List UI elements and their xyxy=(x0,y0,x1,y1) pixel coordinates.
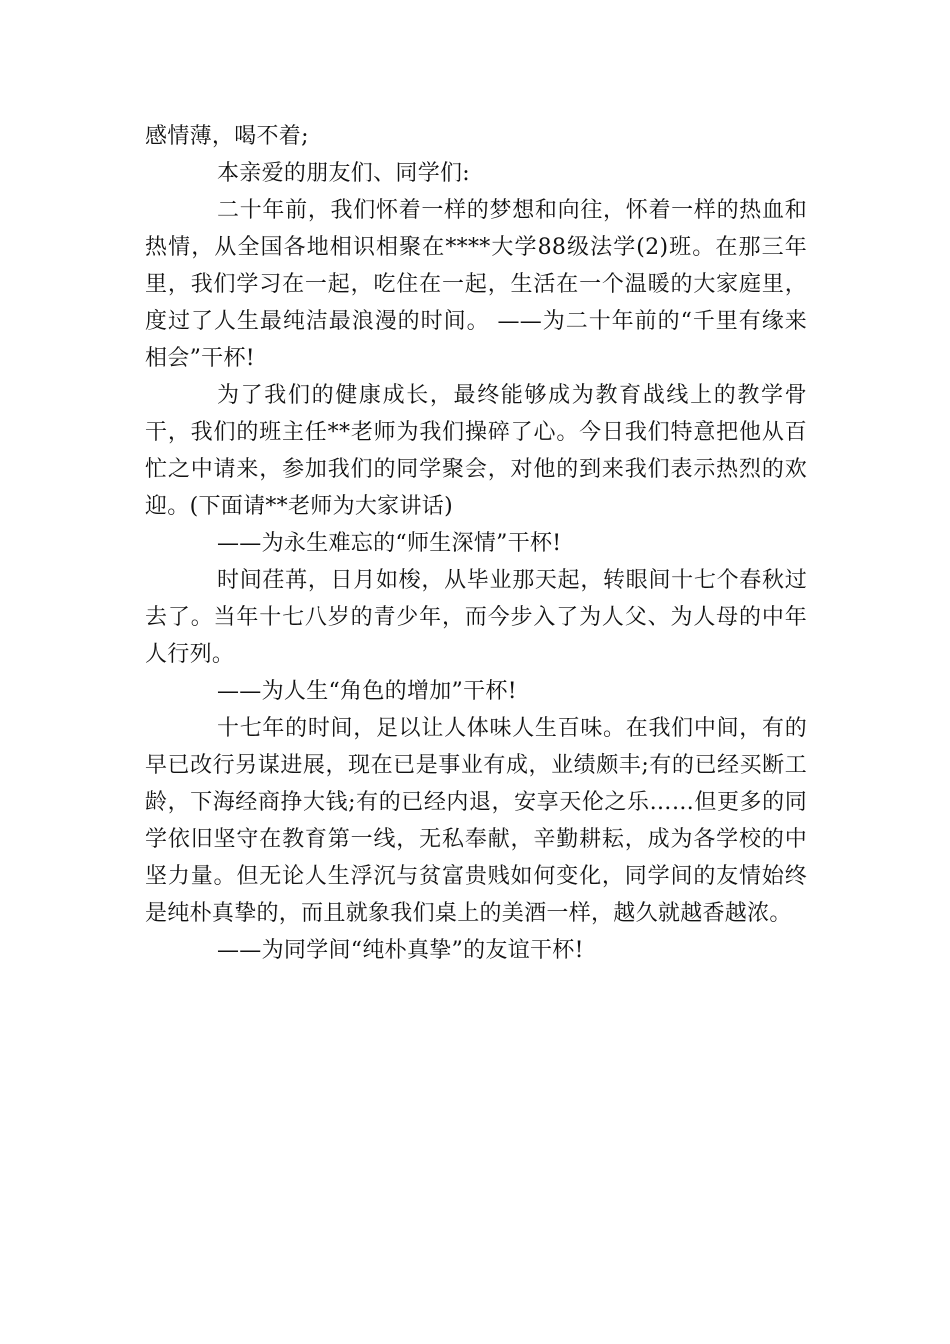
paragraph-4: 为了我们的健康成长，最终能够成为教育战线上的教学骨干，我们的班主任**老师为我们操碎了心。今日我们特意把他从百忙之中请来，参加我们的同学聚会，对他的到来我们表示热烈的欢迎。(下面请**老师为大家讲话) xyxy=(145,383,807,519)
paragraph-2: 本亲爱的朋友们、同学们: xyxy=(217,161,471,186)
paragraph-1: 感情薄，喝不着; xyxy=(145,124,309,149)
document-body xyxy=(145,118,807,969)
paragraph-9: ——为同学间“纯朴真挚”的友谊干杯! xyxy=(217,938,584,963)
paragraph-7: ——为人生“角色的增加”干杯! xyxy=(217,679,517,704)
paragraph-8: 十七年的时间，足以让人体味人生百味。在我们中间，有的早已改行另谋进展，现在已是事业有成，业绩颇丰;有的已经买断工龄，下海经商挣大钱;有的已经内退，安享天伦之乐……但更多的同学依旧坚守在教育第一线，无私奉献，辛勤耕耘，成为各学校的中坚力量。但无论人生浮沉与贫富贵贱如何变化，同学间的友情始终是纯朴真挚的，而且就象我们桌上的美酒一样，越久就越香越浓。 xyxy=(145,716,807,926)
paragraph-3: 二十年前，我们怀着一样的梦想和向往，怀着一样的热血和热情，从全国各地相识相聚在****大学88级法学(2)班。在那三年里，我们学习在一起，吃住在一起，生活在一个温暖的大家庭里，度过了人生最纯洁最浪漫的时间。 ——为二十年前的“千里有缘来相会”干杯! xyxy=(145,198,807,371)
paragraph-6: 时间荏苒，日月如梭，从毕业那天起，转眼间十七个春秋过去了。当年十七八岁的青少年，而今步入了为人父、为人母的中年人行列。 xyxy=(145,568,807,667)
paragraph-5: ——为永生难忘的“师生深情”干杯! xyxy=(217,531,562,556)
